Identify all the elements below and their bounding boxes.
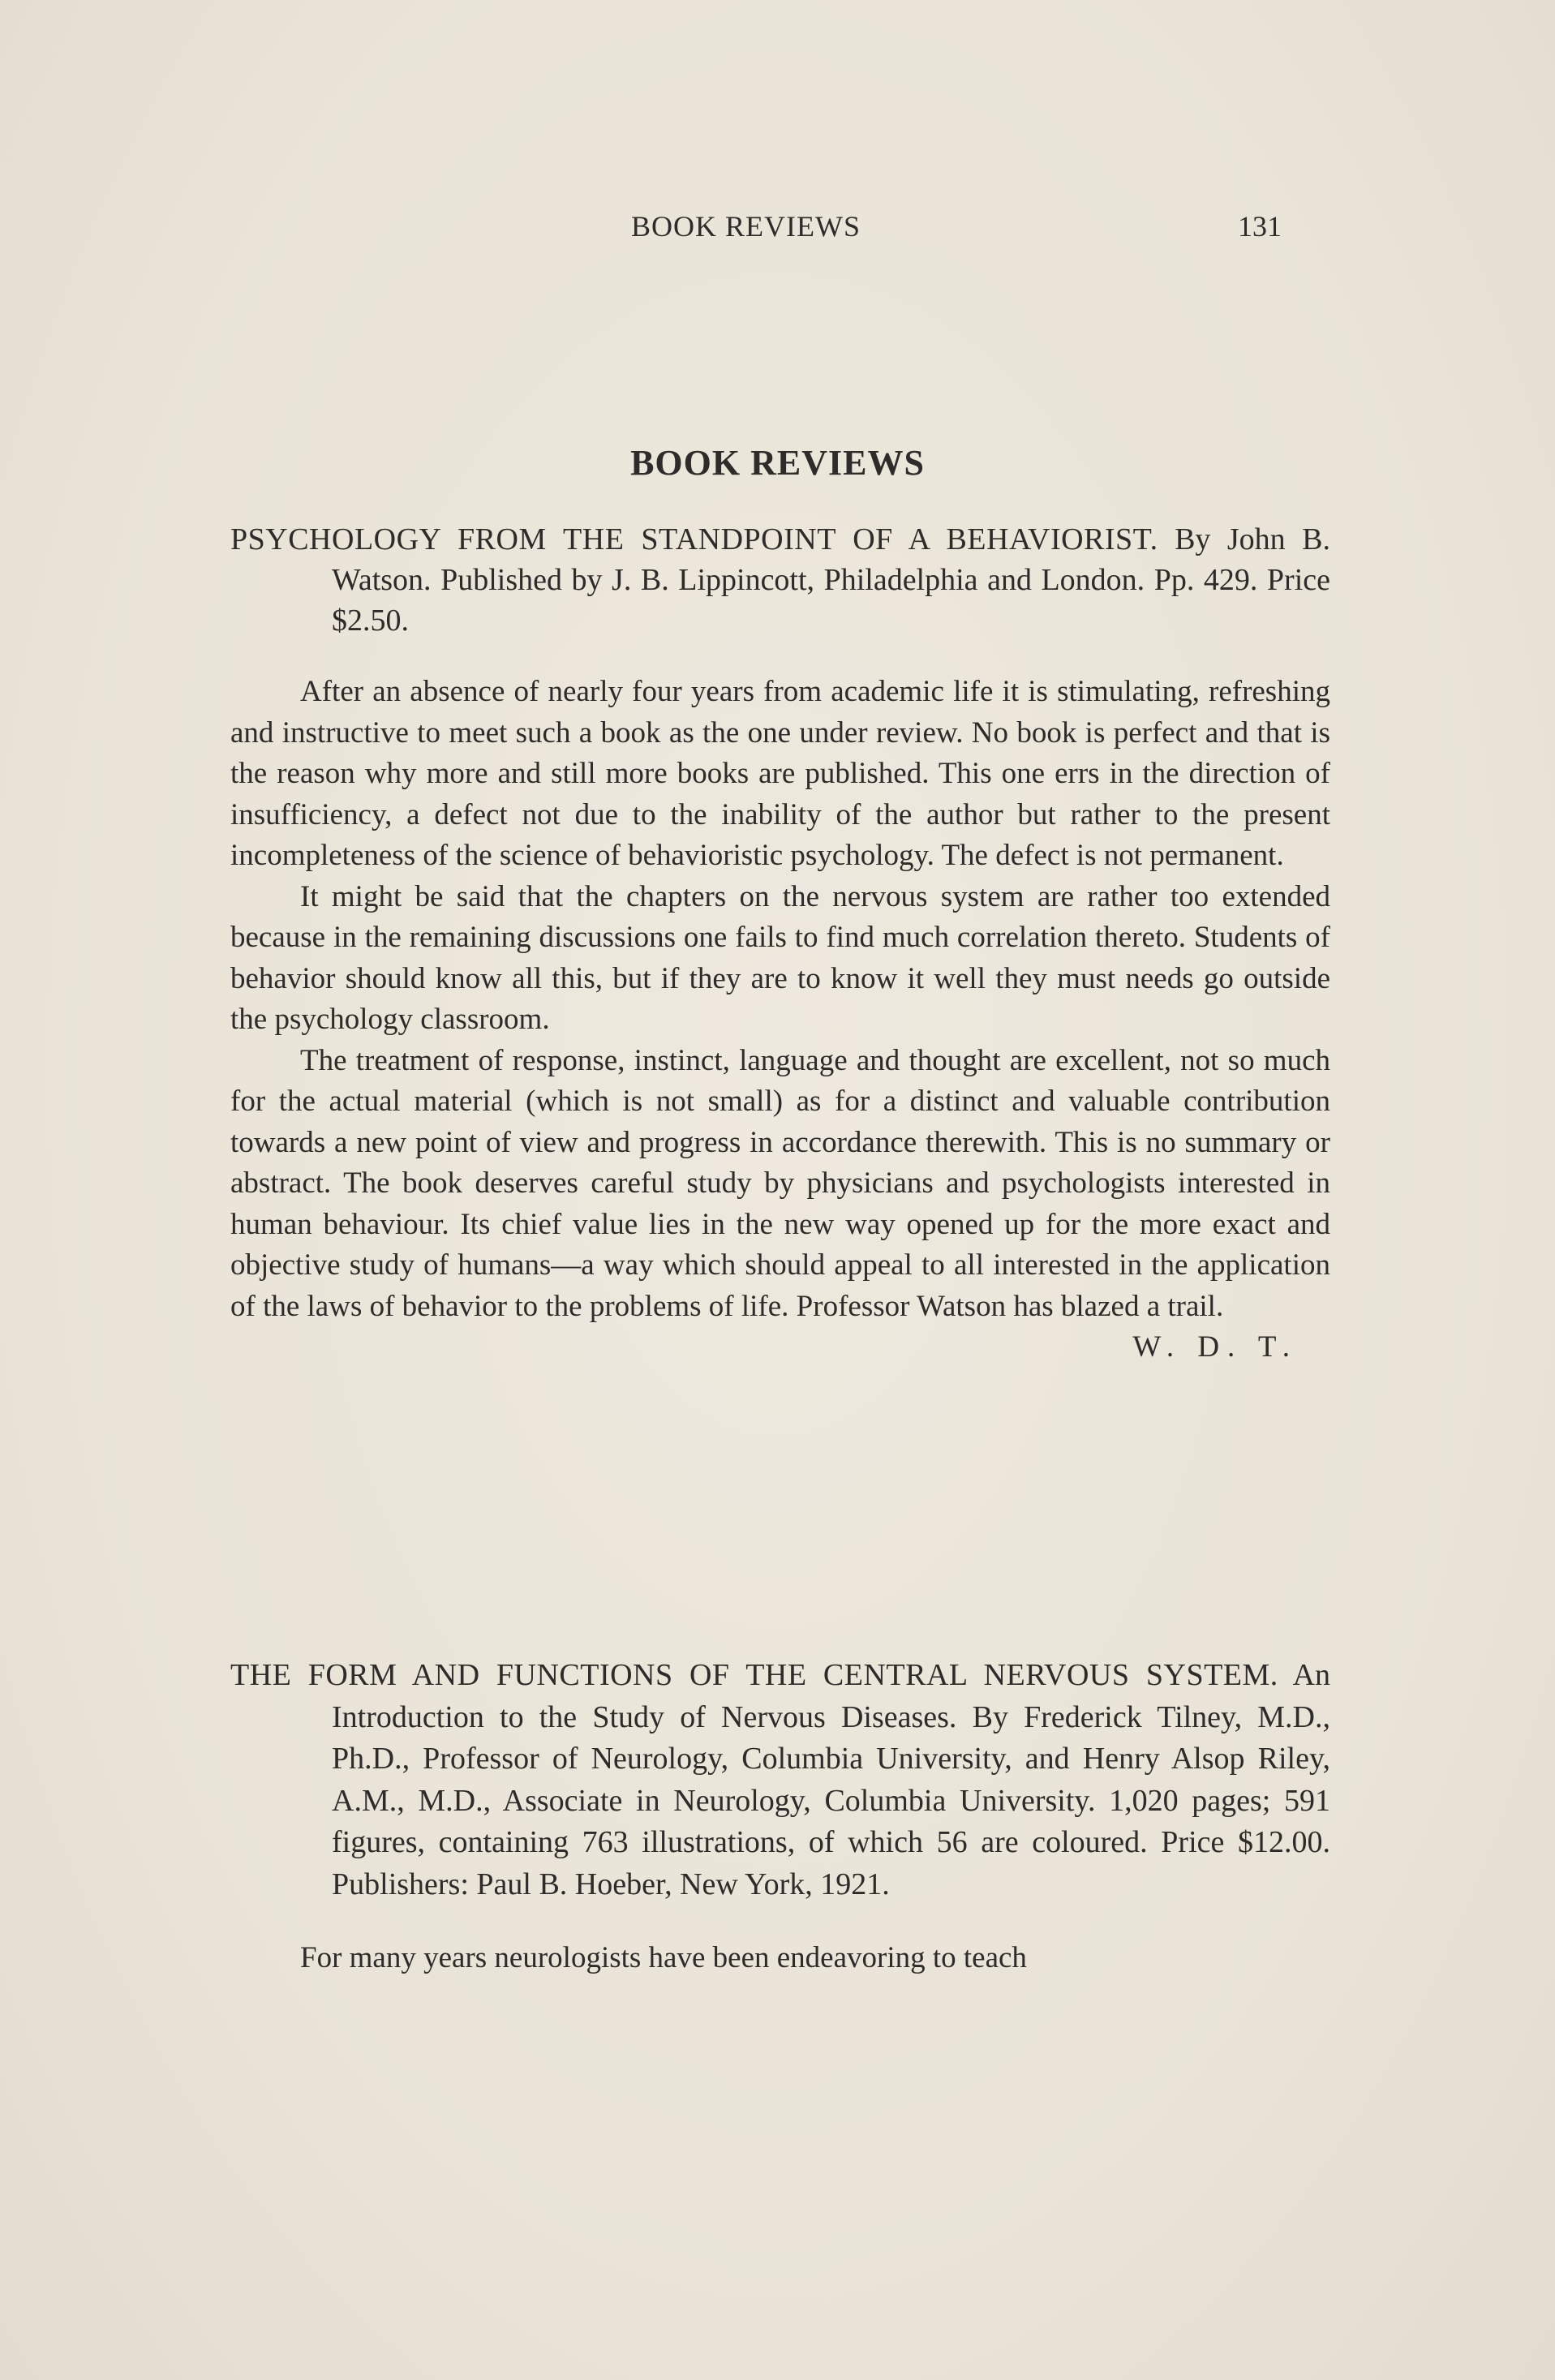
review-title-caps: THE FORM AND FUNCTIONS OF THE CENTRAL NERVOUS SYSTEM. bbox=[230, 1658, 1278, 1692]
reviewer-initials: W. D. T. bbox=[1132, 1330, 1298, 1364]
review-body bbox=[230, 1938, 1330, 1979]
review-title-caps: PSYCHOLOGY FROM THE STANDPOINT OF A BEHAVIORIST. bbox=[230, 522, 1158, 556]
review-title-details: By John B. Watson. Published by J. B. Lippincott, Philadelphia and London. Pp. 429. Price $2.50. bbox=[332, 522, 1330, 638]
running-title: BOOK REVIEWS bbox=[631, 210, 861, 243]
review-watson bbox=[230, 519, 1330, 1368]
review-title bbox=[230, 1655, 1330, 1905]
review-paragraph: After an absence of nearly four years from academic life it is stimulating, refreshing and instructive to meet such a book as the one under review. No book is perfect and that is the reason why more and still more books are published. This one errs in the direction of insufficiency, a defect not due to the inability of the author but rather to the present incompleteness of the science of behavioristic psychology. The defect is not permanent. bbox=[230, 675, 1330, 872]
review-paragraph: It might be said that the chapters on the nervous system are rather too extended because in the remaining discussions one fails to find much correlation thereto. Students of behavior should know all this, but if they are to know it well they must needs go outside the psychology classroom. bbox=[230, 879, 1330, 1036]
review-title-details: An Introduction to the Study of Nervous Diseases. By Frederick Tilney, M.D., Ph.D., Professor of Neurology, Columbia University, and Henry Alsop Riley, A.M., M.D., Associate in Neurology, Columbia University. 1,020 pages; 591 figures, containing 763 illustrations, of which 56 are coloured. Price $12.00. Publishers: Paul B. Hoeber, New York, 1921. bbox=[332, 1658, 1331, 1901]
section-heading: BOOK REVIEWS bbox=[630, 443, 925, 483]
review-paragraph: The treatment of response, instinct, language and thought are excellent, not so much for the actual material (which is not small) as for a distinct and valuable contribution towards a new point of view and progress in accordance therewith. This is no summary or abstract. The book deserves careful study by physicians and psychologists interested in human behaviour. Its chief value lies in the new way opened up for the more exact and objective study of humans—a way which should appeal to all interested in the application of the laws of behavior to the problems of life. Professor Watson has blazed a trail. bbox=[230, 1043, 1330, 1323]
page-number: 131 bbox=[1238, 210, 1282, 243]
review-tilney-riley bbox=[230, 1655, 1330, 1979]
running-head bbox=[0, 209, 1555, 250]
review-body bbox=[230, 672, 1330, 1368]
review-title bbox=[230, 519, 1330, 641]
review-paragraph: For many years neurologists have been endeavoring to teach bbox=[300, 1941, 1027, 1974]
